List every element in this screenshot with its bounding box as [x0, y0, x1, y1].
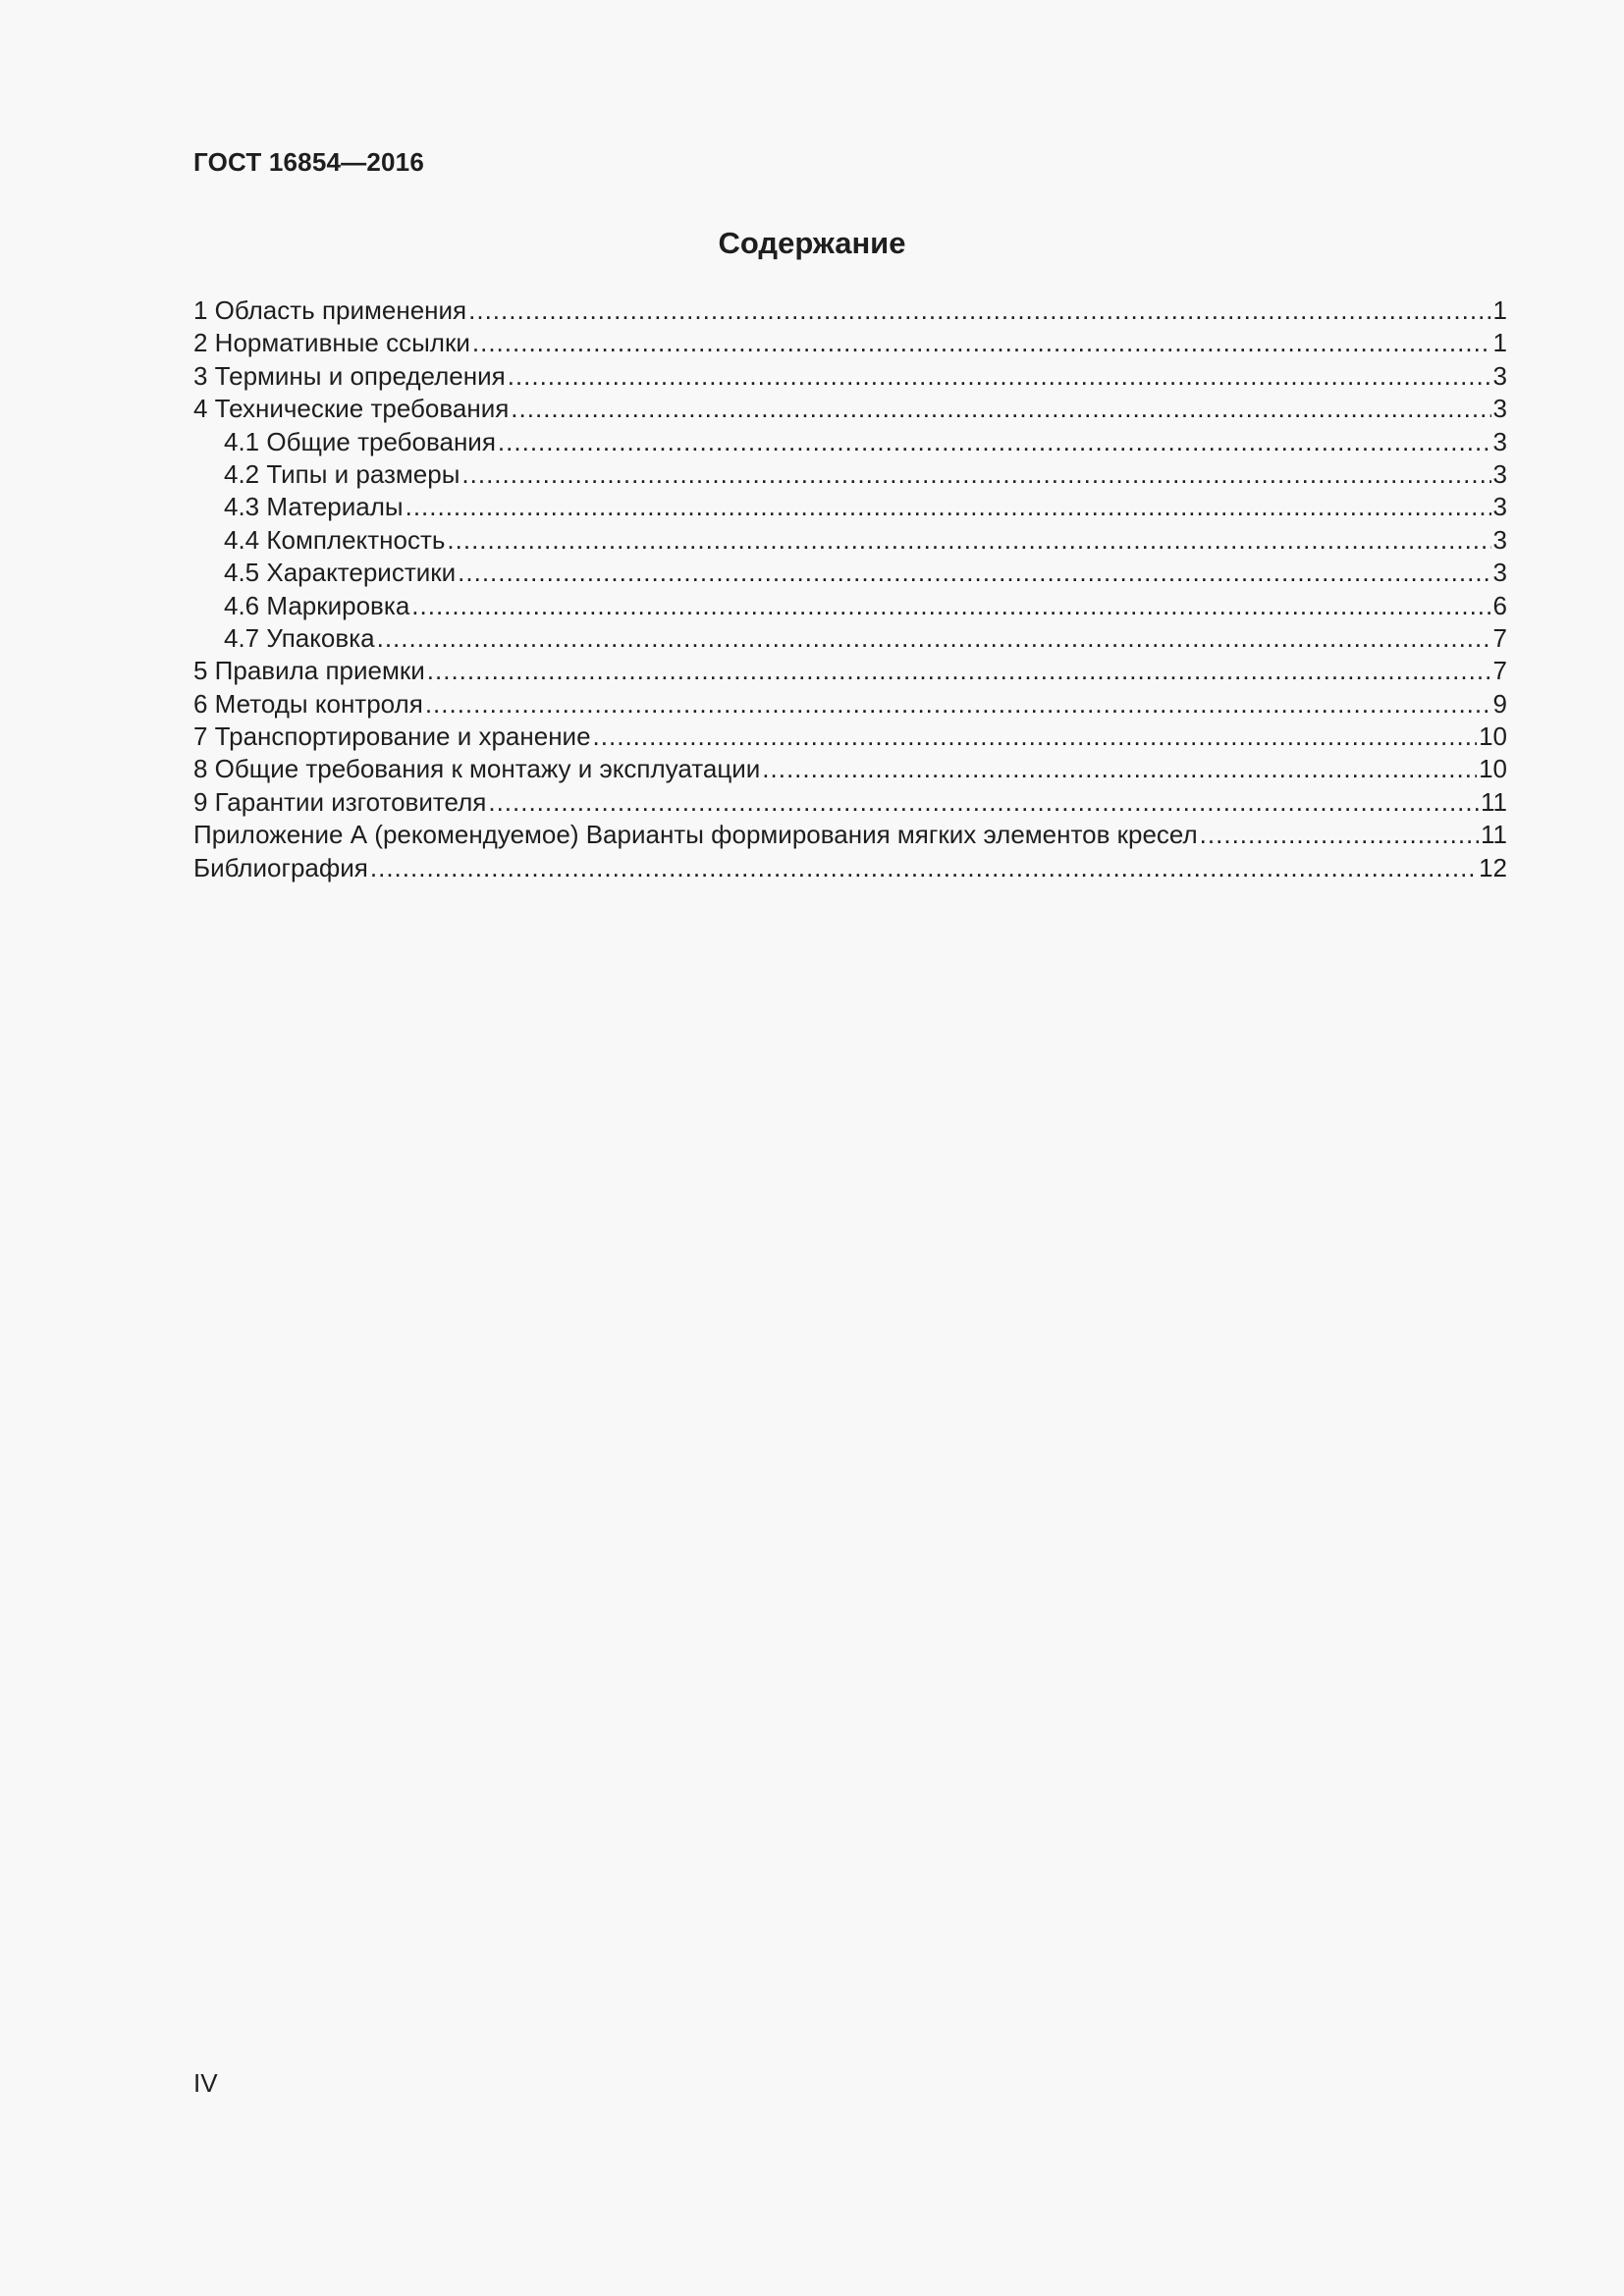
toc-entry-page: 3 — [1492, 458, 1507, 489]
dot-leader — [447, 524, 1490, 557]
page-number: IV — [193, 2068, 218, 2098]
toc-entry-page: 3 — [1492, 394, 1507, 424]
toc-entry[interactable] — [193, 622, 1507, 655]
dot-leader — [406, 491, 1491, 523]
toc-entry-page: 3 — [1492, 360, 1507, 391]
dot-leader — [762, 753, 1477, 785]
dot-leader — [488, 786, 1479, 819]
toc-entry[interactable] — [193, 852, 1507, 884]
toc-entry-label: 4.1 Общие требования — [224, 426, 496, 456]
toc-entry[interactable] — [193, 655, 1507, 687]
dot-leader — [472, 327, 1491, 359]
document-header: ГОСТ 16854—2016 — [193, 147, 424, 177]
toc-entry[interactable] — [193, 360, 1507, 393]
toc-entry-page: 3 — [1492, 524, 1507, 555]
toc-entry-label: 4 Технические требования — [193, 394, 510, 424]
toc-entry[interactable] — [193, 721, 1507, 753]
toc-entry-label: 3 Термины и определения — [193, 360, 506, 391]
toc-entry-label: Приложение А (рекомендуемое) Варианты формирования мягких элементов кресел — [193, 820, 1198, 850]
dot-leader — [508, 360, 1491, 393]
toc-entry[interactable] — [193, 590, 1507, 622]
toc-entry[interactable] — [193, 426, 1507, 458]
dot-leader — [425, 688, 1491, 721]
toc-entry-page: 3 — [1492, 426, 1507, 456]
toc-entry-label: 4.7 Упаковка — [224, 622, 375, 653]
dot-leader — [370, 852, 1477, 884]
dot-leader — [593, 721, 1478, 753]
dot-leader — [511, 393, 1490, 425]
dot-leader — [1200, 819, 1479, 851]
toc-entry-label: 4.2 Типы и размеры — [224, 458, 460, 489]
toc-entry-page: 11 — [1481, 786, 1507, 817]
toc-title: Содержание — [718, 226, 906, 260]
toc-entry[interactable] — [193, 819, 1507, 851]
dot-leader — [458, 557, 1490, 589]
toc-entry[interactable] — [193, 753, 1507, 785]
toc-entry-label: Библиография — [193, 852, 368, 882]
dot-leader — [461, 458, 1490, 491]
toc-entry-page: 7 — [1492, 656, 1507, 686]
toc-entry-page: 3 — [1492, 558, 1507, 588]
toc-entry-page: 12 — [1479, 852, 1507, 882]
table-of-contents — [193, 294, 1507, 884]
toc-entry-label: 2 Нормативные ссылки — [193, 328, 470, 358]
toc-entry-label: 4.6 Маркировка — [224, 590, 410, 620]
toc-entry-page: 11 — [1481, 820, 1507, 850]
toc-entry[interactable] — [193, 393, 1507, 425]
dot-leader — [427, 655, 1491, 687]
dot-leader — [377, 622, 1491, 655]
dot-leader — [468, 294, 1490, 327]
toc-entry[interactable] — [193, 294, 1507, 327]
toc-entry[interactable] — [193, 786, 1507, 819]
dot-leader — [411, 590, 1490, 622]
toc-entry-page: 10 — [1479, 754, 1507, 784]
toc-entry-label: 7 Транспортирование и хранение — [193, 721, 591, 752]
toc-entry-label: 4.3 Материалы — [224, 492, 404, 522]
toc-entry-page: 7 — [1492, 622, 1507, 653]
toc-entry-page: 6 — [1492, 590, 1507, 620]
toc-entry[interactable] — [193, 458, 1507, 491]
toc-entry[interactable] — [193, 327, 1507, 359]
toc-entry-page: 3 — [1492, 492, 1507, 522]
dot-leader — [498, 426, 1491, 458]
toc-entry-label: 5 Правила приемки — [193, 656, 425, 686]
toc-entry-label: 8 Общие требования к монтажу и эксплуатации — [193, 754, 761, 784]
toc-entry[interactable] — [193, 557, 1507, 589]
toc-entry[interactable] — [193, 491, 1507, 523]
toc-entry[interactable] — [193, 524, 1507, 557]
toc-entry-label: 9 Гарантии изготовителя — [193, 786, 487, 817]
toc-entry-page: 9 — [1492, 688, 1507, 719]
toc-entry[interactable] — [193, 688, 1507, 721]
toc-entry-page: 10 — [1479, 721, 1507, 752]
toc-entry-label: 6 Методы контроля — [193, 688, 423, 719]
toc-entry-page: 1 — [1492, 295, 1507, 325]
toc-entry-label: 4.4 Комплектность — [224, 524, 446, 555]
toc-entry-page: 1 — [1492, 328, 1507, 358]
toc-entry-label: 4.5 Характеристики — [224, 558, 457, 588]
toc-entry-label: 1 Область применения — [193, 295, 467, 325]
